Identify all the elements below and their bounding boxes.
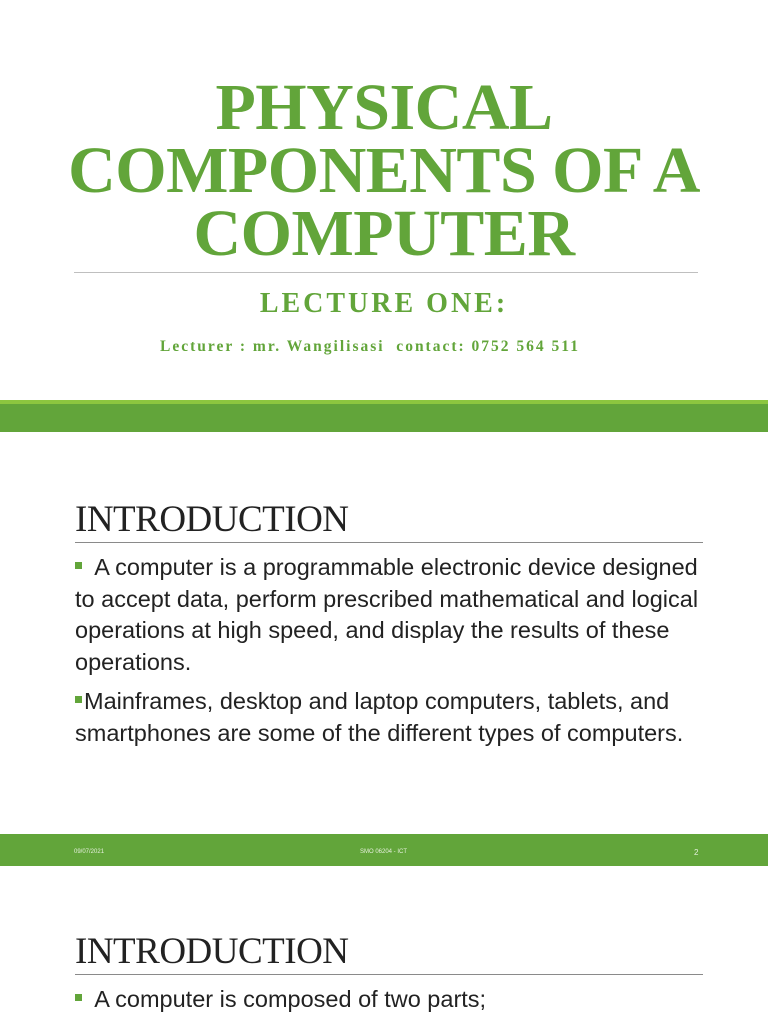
bullet-item (75, 984, 715, 1016)
slide-title (40, 71, 728, 270)
footer-date: 09/07/2021 (74, 849, 105, 855)
square-bullet-icon (75, 696, 82, 703)
bullet-text: A computer is a programmable electronic device designed to accept data, perform prescribed mathematical and logical operations at high speed, and display the results of these operations. (75, 554, 699, 675)
band-highlight (0, 400, 768, 404)
introduction-slide (0, 432, 768, 834)
title-divider (74, 272, 698, 273)
square-bullet-icon (75, 994, 82, 1001)
slide-title-line: PHYSICAL (215, 71, 553, 144)
bullet-item (75, 686, 715, 749)
bullet-list (75, 984, 715, 1024)
introduction-slide-2 (0, 866, 768, 1024)
title-slide (0, 0, 768, 400)
square-bullet-icon (75, 562, 82, 569)
slide-footer-band (0, 400, 768, 432)
bullet-text: A computer is composed of two parts; (89, 986, 487, 1012)
heading-divider (75, 542, 703, 543)
slide-title-line: COMPONENTS OF A (68, 134, 700, 207)
slide-title-line: COMPUTER (193, 197, 575, 270)
slide-footer-band (0, 834, 768, 866)
slide-heading: INTRODUCTION (75, 499, 349, 540)
slide-heading: INTRODUCTION (75, 931, 349, 972)
slide-subtitle: LECTURE ONE: (259, 288, 509, 319)
footer-page-number: 2 (694, 848, 699, 857)
heading-divider (75, 974, 703, 975)
footer-course: SMO 06204 - ICT (360, 849, 408, 855)
bullet-text: Mainframes, desktop and laptop computers, tablets, and smartphones are some of the different types of computers. (75, 688, 684, 746)
lecturer-contact: Lecturer : mr. Wangilisasi contact: 0752 564 511 (160, 338, 580, 355)
bullet-item (75, 552, 715, 678)
bullet-list (75, 552, 715, 757)
